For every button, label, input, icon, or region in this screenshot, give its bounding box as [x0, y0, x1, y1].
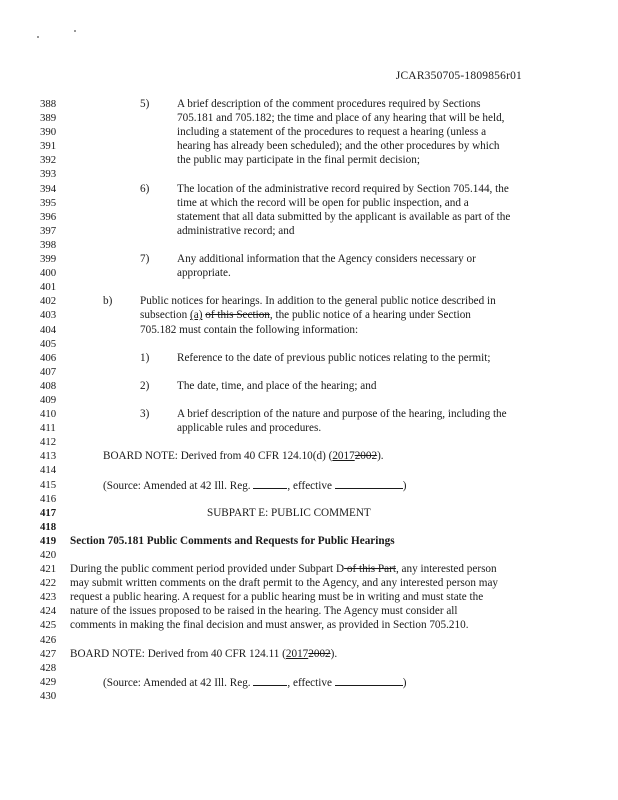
line-number: 407 [40, 365, 57, 378]
line-text: statement that all data submitted by the applicant is available as part of the [177, 210, 511, 223]
line-number: 425 [40, 619, 57, 632]
document-line [0, 478, 618, 492]
line-text: including a statement of the procedures to request a hearing (unless a [177, 126, 487, 139]
document-line [0, 393, 618, 407]
document-line [0, 379, 618, 393]
document-line [0, 576, 618, 590]
text-run: BOARD NOTE: Derived from 40 CFR 124.10(d) ( [103, 450, 333, 463]
line-text: administrative record; and [177, 224, 295, 237]
document-line [0, 562, 618, 576]
document-line [0, 323, 618, 337]
line-number: 398 [40, 238, 57, 251]
text-run: ). [377, 450, 384, 463]
document-line [0, 224, 618, 238]
line-number: 399 [40, 253, 57, 266]
line-text: 705.181 and 705.182; the time and place of any hearing that will be held, [177, 112, 505, 125]
document-line [0, 463, 618, 477]
document-line [0, 125, 618, 139]
document-line [0, 167, 618, 181]
line-text: 2) [140, 379, 150, 392]
line-number: 429 [40, 675, 57, 688]
line-text: Public notices for hearings. In addition to the general public notice described in [140, 295, 496, 308]
scan-speck [74, 30, 76, 32]
document-line [0, 492, 618, 506]
text-run: During the public comment period provided under Subpart D [70, 563, 345, 576]
document-line [0, 520, 618, 534]
line-text: SUBPART E: PUBLIC COMMENT [207, 506, 371, 519]
line-text: comments in making the final decision and must answer, as provided in Section 705.210. [70, 619, 469, 632]
line-number: 416 [40, 492, 57, 505]
line-number: 412 [40, 436, 57, 449]
struck-text: of this Part [344, 563, 396, 576]
line-text: 5) [140, 98, 150, 110]
line-number: 426 [40, 633, 57, 646]
text-run: , effective [287, 479, 335, 492]
line-number: 404 [40, 323, 57, 336]
line-number: 389 [40, 112, 57, 125]
text-run: BOARD NOTE: Derived from 40 CFR 124.11 ( [70, 647, 286, 660]
document-line [0, 548, 618, 562]
document-line [0, 604, 618, 618]
line-number: 417 [40, 506, 57, 519]
line-number: 411 [40, 422, 56, 435]
document-line [0, 407, 618, 421]
document-line [0, 210, 618, 224]
document-line [0, 661, 618, 675]
document-line [0, 590, 618, 604]
document-line [0, 675, 618, 689]
document-line [0, 647, 618, 661]
document-line [0, 534, 618, 548]
text-run: , effective [287, 676, 335, 689]
line-text: A brief description of the comment procedures required by Sections [177, 98, 481, 110]
line-number: 413 [40, 450, 57, 463]
line-text: Any additional information that the Agency considers necessary or [177, 253, 476, 266]
line-text: Section 705.181 Public Comments and Requests for Public Hearings [70, 534, 395, 547]
document-line [0, 618, 618, 632]
document-line [0, 182, 618, 196]
struck-text: 2002 [354, 450, 378, 463]
line-number: 393 [40, 168, 57, 181]
line-number: 421 [40, 563, 57, 576]
document-line [0, 435, 618, 449]
document-line [0, 196, 618, 210]
document-line [0, 337, 618, 351]
document-line [0, 689, 618, 703]
line-number: 408 [40, 379, 57, 392]
document-line [0, 633, 618, 647]
line-number: 418 [40, 520, 57, 533]
line-number: 401 [40, 281, 57, 294]
line-number: 405 [40, 337, 57, 350]
document-id-header: JCAR350705-1809856r01 [395, 70, 522, 82]
line-number: 400 [40, 267, 57, 280]
line-number: 403 [40, 309, 57, 322]
line-number: 410 [40, 408, 57, 421]
document-line [0, 280, 618, 294]
line-number: 396 [40, 210, 57, 223]
line-number: 420 [40, 549, 57, 561]
document-line [0, 351, 618, 365]
line-text: the public may participate in the final permit decision; [177, 154, 420, 167]
line-text: 3) [140, 408, 150, 421]
line-number: 388 [40, 98, 57, 110]
line-number: 397 [40, 224, 57, 237]
line-text [140, 308, 471, 322]
line-number: 423 [40, 591, 57, 604]
text-run: , any interested person [395, 563, 497, 576]
line-text: 6) [140, 182, 150, 195]
struck-text: 2002 [308, 647, 331, 660]
scan-speck [37, 36, 39, 38]
line-number: 402 [40, 295, 57, 308]
line-number: 392 [40, 154, 57, 167]
document-line [0, 294, 618, 308]
document-line [0, 153, 618, 167]
text-run: ) [402, 676, 407, 689]
fill-in-blank [335, 675, 403, 686]
document-line [0, 97, 618, 111]
text-run: , the public notice of a hearing under Section [269, 309, 471, 322]
line-text [103, 478, 406, 493]
line-number: 427 [40, 647, 57, 660]
line-text: 1) [140, 351, 150, 364]
line-text: hearing has already been scheduled); and the other procedures by which [177, 140, 500, 153]
line-text: b) [103, 295, 113, 308]
fill-in-blank [335, 478, 403, 489]
line-text [103, 449, 384, 463]
line-text: Reference to the date of previous public notices relating to the permit; [177, 351, 491, 364]
document-line [0, 421, 618, 435]
line-number: 409 [40, 393, 57, 406]
line-text [70, 562, 497, 576]
line-text: time at which the record will be open for public inspection, and a [177, 196, 469, 209]
text-run: subsection [140, 309, 191, 322]
inserted-text: 2017 [285, 647, 309, 660]
document-line [0, 238, 618, 252]
text-run: ). [330, 647, 338, 660]
line-text: appropriate. [177, 267, 231, 280]
document-line [0, 365, 618, 379]
line-text: The date, time, and place of the hearing; and [177, 379, 377, 392]
line-number: 406 [40, 351, 57, 364]
document-line [0, 252, 618, 266]
text-run: (Source: Amended at 42 Ill. Reg. [103, 479, 254, 492]
inserted-text: (a) [190, 309, 203, 322]
line-number: 424 [40, 605, 57, 618]
line-number: 395 [40, 196, 57, 209]
text-run: (Source: Amended at 42 Ill. Reg. [103, 676, 254, 689]
document-line [0, 308, 618, 322]
line-number: 394 [40, 182, 57, 195]
document-line [0, 111, 618, 125]
line-text: request a public hearing. A request for a public hearing must be in writing and must state the [70, 591, 484, 604]
struck-text: of this Section [205, 309, 270, 322]
line-number: 391 [40, 140, 57, 153]
line-text: nature of the issues proposed to be raised in the hearing. The Agency must consider all [70, 605, 458, 618]
document-line [0, 506, 618, 520]
fill-in-blank [253, 675, 287, 686]
document-line [0, 449, 618, 463]
line-text: may submit written comments on the draft permit to the Agency, and any interested person may [70, 577, 499, 590]
line-text: The location of the administrative record required by Section 705.144, the [177, 182, 509, 195]
line-number: 430 [40, 689, 57, 702]
line-text: 7) [140, 253, 150, 266]
text-run: ) [402, 479, 407, 492]
document-body [0, 97, 618, 703]
line-number: 419 [40, 534, 57, 547]
inserted-text: 2017 [332, 450, 355, 463]
line-number: 422 [40, 577, 57, 590]
document-line [0, 139, 618, 153]
line-number: 390 [40, 126, 57, 139]
line-number: 415 [40, 478, 57, 491]
line-text [103, 675, 406, 690]
line-number: 428 [40, 661, 57, 674]
line-text: A brief description of the nature and purpose of the hearing, including the [177, 408, 507, 421]
line-text [70, 647, 337, 661]
document-line [0, 266, 618, 280]
line-number: 414 [40, 464, 57, 477]
fill-in-blank [253, 478, 287, 489]
line-text: applicable rules and procedures. [177, 422, 322, 435]
line-text: 705.182 must contain the following information: [140, 323, 359, 336]
